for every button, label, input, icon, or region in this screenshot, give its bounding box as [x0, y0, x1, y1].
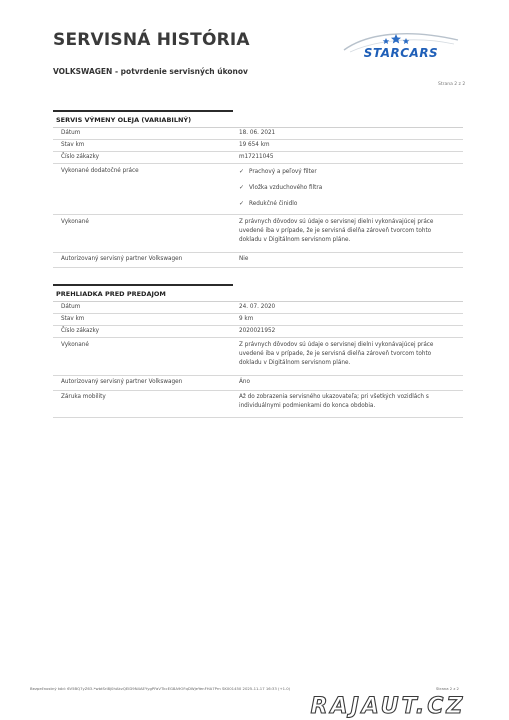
starcars-logo: [336, 26, 466, 66]
row-label: Vykonané: [61, 219, 89, 225]
row-label: Autorizovaný servisný partner Volkswagen: [61, 256, 183, 262]
row-value: 24. 07. 2020: [239, 304, 276, 310]
table-row: [53, 314, 463, 326]
section-rows: [53, 127, 463, 268]
section-rows: [53, 301, 463, 418]
logo-text: STARCARS: [363, 46, 439, 60]
table-row: [53, 391, 463, 418]
list-item: [239, 183, 463, 193]
row-value: Áno: [239, 379, 250, 385]
row-value: m17211045: [239, 154, 274, 160]
row-value: 9 km: [239, 316, 254, 322]
row-value: [239, 392, 463, 412]
table-row: [53, 215, 463, 253]
table-row: [53, 152, 463, 164]
page-title: SERVISNÁ HISTÓRIA: [53, 30, 250, 50]
row-value: Nie: [239, 256, 249, 262]
row-paragraph: Z právnych dôvodov sú údaje o servisnej dielni vykonávajúcej práce uvedené iba v prípade, že je servisná dielňa zároveň tvorcom tohto dokladu v Digitálnom servisnom pláne.: [239, 342, 434, 366]
table-row: [53, 164, 463, 215]
row-label: Autorizovaný servisný partner Volkswagen: [61, 379, 183, 385]
row-label: Dátum: [61, 130, 81, 136]
service-section-predelivery: [53, 284, 463, 418]
list-item: [239, 199, 463, 209]
table-row: [53, 253, 463, 268]
row-label: Číslo zákazky: [61, 154, 99, 160]
row-label: Vykonané dodatočné práce: [61, 168, 139, 174]
security-code: Bezpečnostný kód: 6V5BQ7yZ63-*wbtSrI8j0hAkvQElD9N4AEYygPFaVTkcEG8A9OFqDWjeYenFHA7Prn SK001450 2025-11-17 16:33 (+1.0): [30, 686, 291, 691]
table-row: [53, 376, 463, 391]
check-icon: ✓: [239, 200, 245, 207]
row-paragraph: Až do zobrazenia servisného ukazovateľa; pri všetkých vozidlách s individuálnymi podmienkami do konca obdobia.: [239, 394, 429, 409]
row-value: 2020021952: [239, 328, 276, 334]
extra-work-list: [239, 167, 463, 209]
row-paragraph: Z právnych dôvodov sú údaje o servisnej dielni vykonávajúcej práce uvedené iba v prípade, že je servisná dielňa zároveň tvorcom tohto dokladu v Digitálnom servisnom pláne.: [239, 219, 434, 243]
table-row: [53, 302, 463, 314]
row-label: Stav km: [61, 316, 85, 322]
row-value: 18. 06. 2021: [239, 130, 276, 136]
row-value: 19 654 km: [239, 142, 270, 148]
watermark-text: RAJAUT.CZ: [310, 694, 466, 718]
footer-page-number: Strana 2 z 2: [436, 686, 459, 691]
rajaut-watermark: [270, 692, 506, 718]
row-label: Dátum: [61, 304, 81, 310]
table-row: [53, 140, 463, 152]
check-icon: ✓: [239, 168, 245, 175]
page-number: Strana 2 z 2: [438, 82, 466, 87]
row-label: Vykonané: [61, 342, 89, 348]
list-item-label: Prachový a peľový filter: [249, 169, 317, 175]
row-value: [239, 217, 463, 246]
table-row: [53, 128, 463, 140]
section-title: SERVIS VÝMENY OLEJA (VARIABILNÝ): [56, 116, 192, 124]
list-item: [239, 167, 463, 177]
row-value: [239, 166, 463, 210]
row-label: Stav km: [61, 142, 85, 148]
list-item-label: Redukčné činidlo: [249, 201, 298, 207]
row-label: Záruka mobility: [61, 394, 106, 400]
table-row: [53, 326, 463, 338]
page-subtitle: VOLKSWAGEN - potvrdenie servisných úkonov: [53, 67, 248, 76]
row-value: [239, 340, 463, 369]
service-section-oil: [53, 110, 463, 268]
table-row: [53, 338, 463, 376]
section-title: PREHLIADKA PRED PREDAJOM: [56, 290, 166, 298]
row-label: Číslo zákazky: [61, 328, 99, 334]
list-item-label: Vložka vzduchového filtra: [249, 185, 323, 191]
check-icon: ✓: [239, 184, 245, 191]
